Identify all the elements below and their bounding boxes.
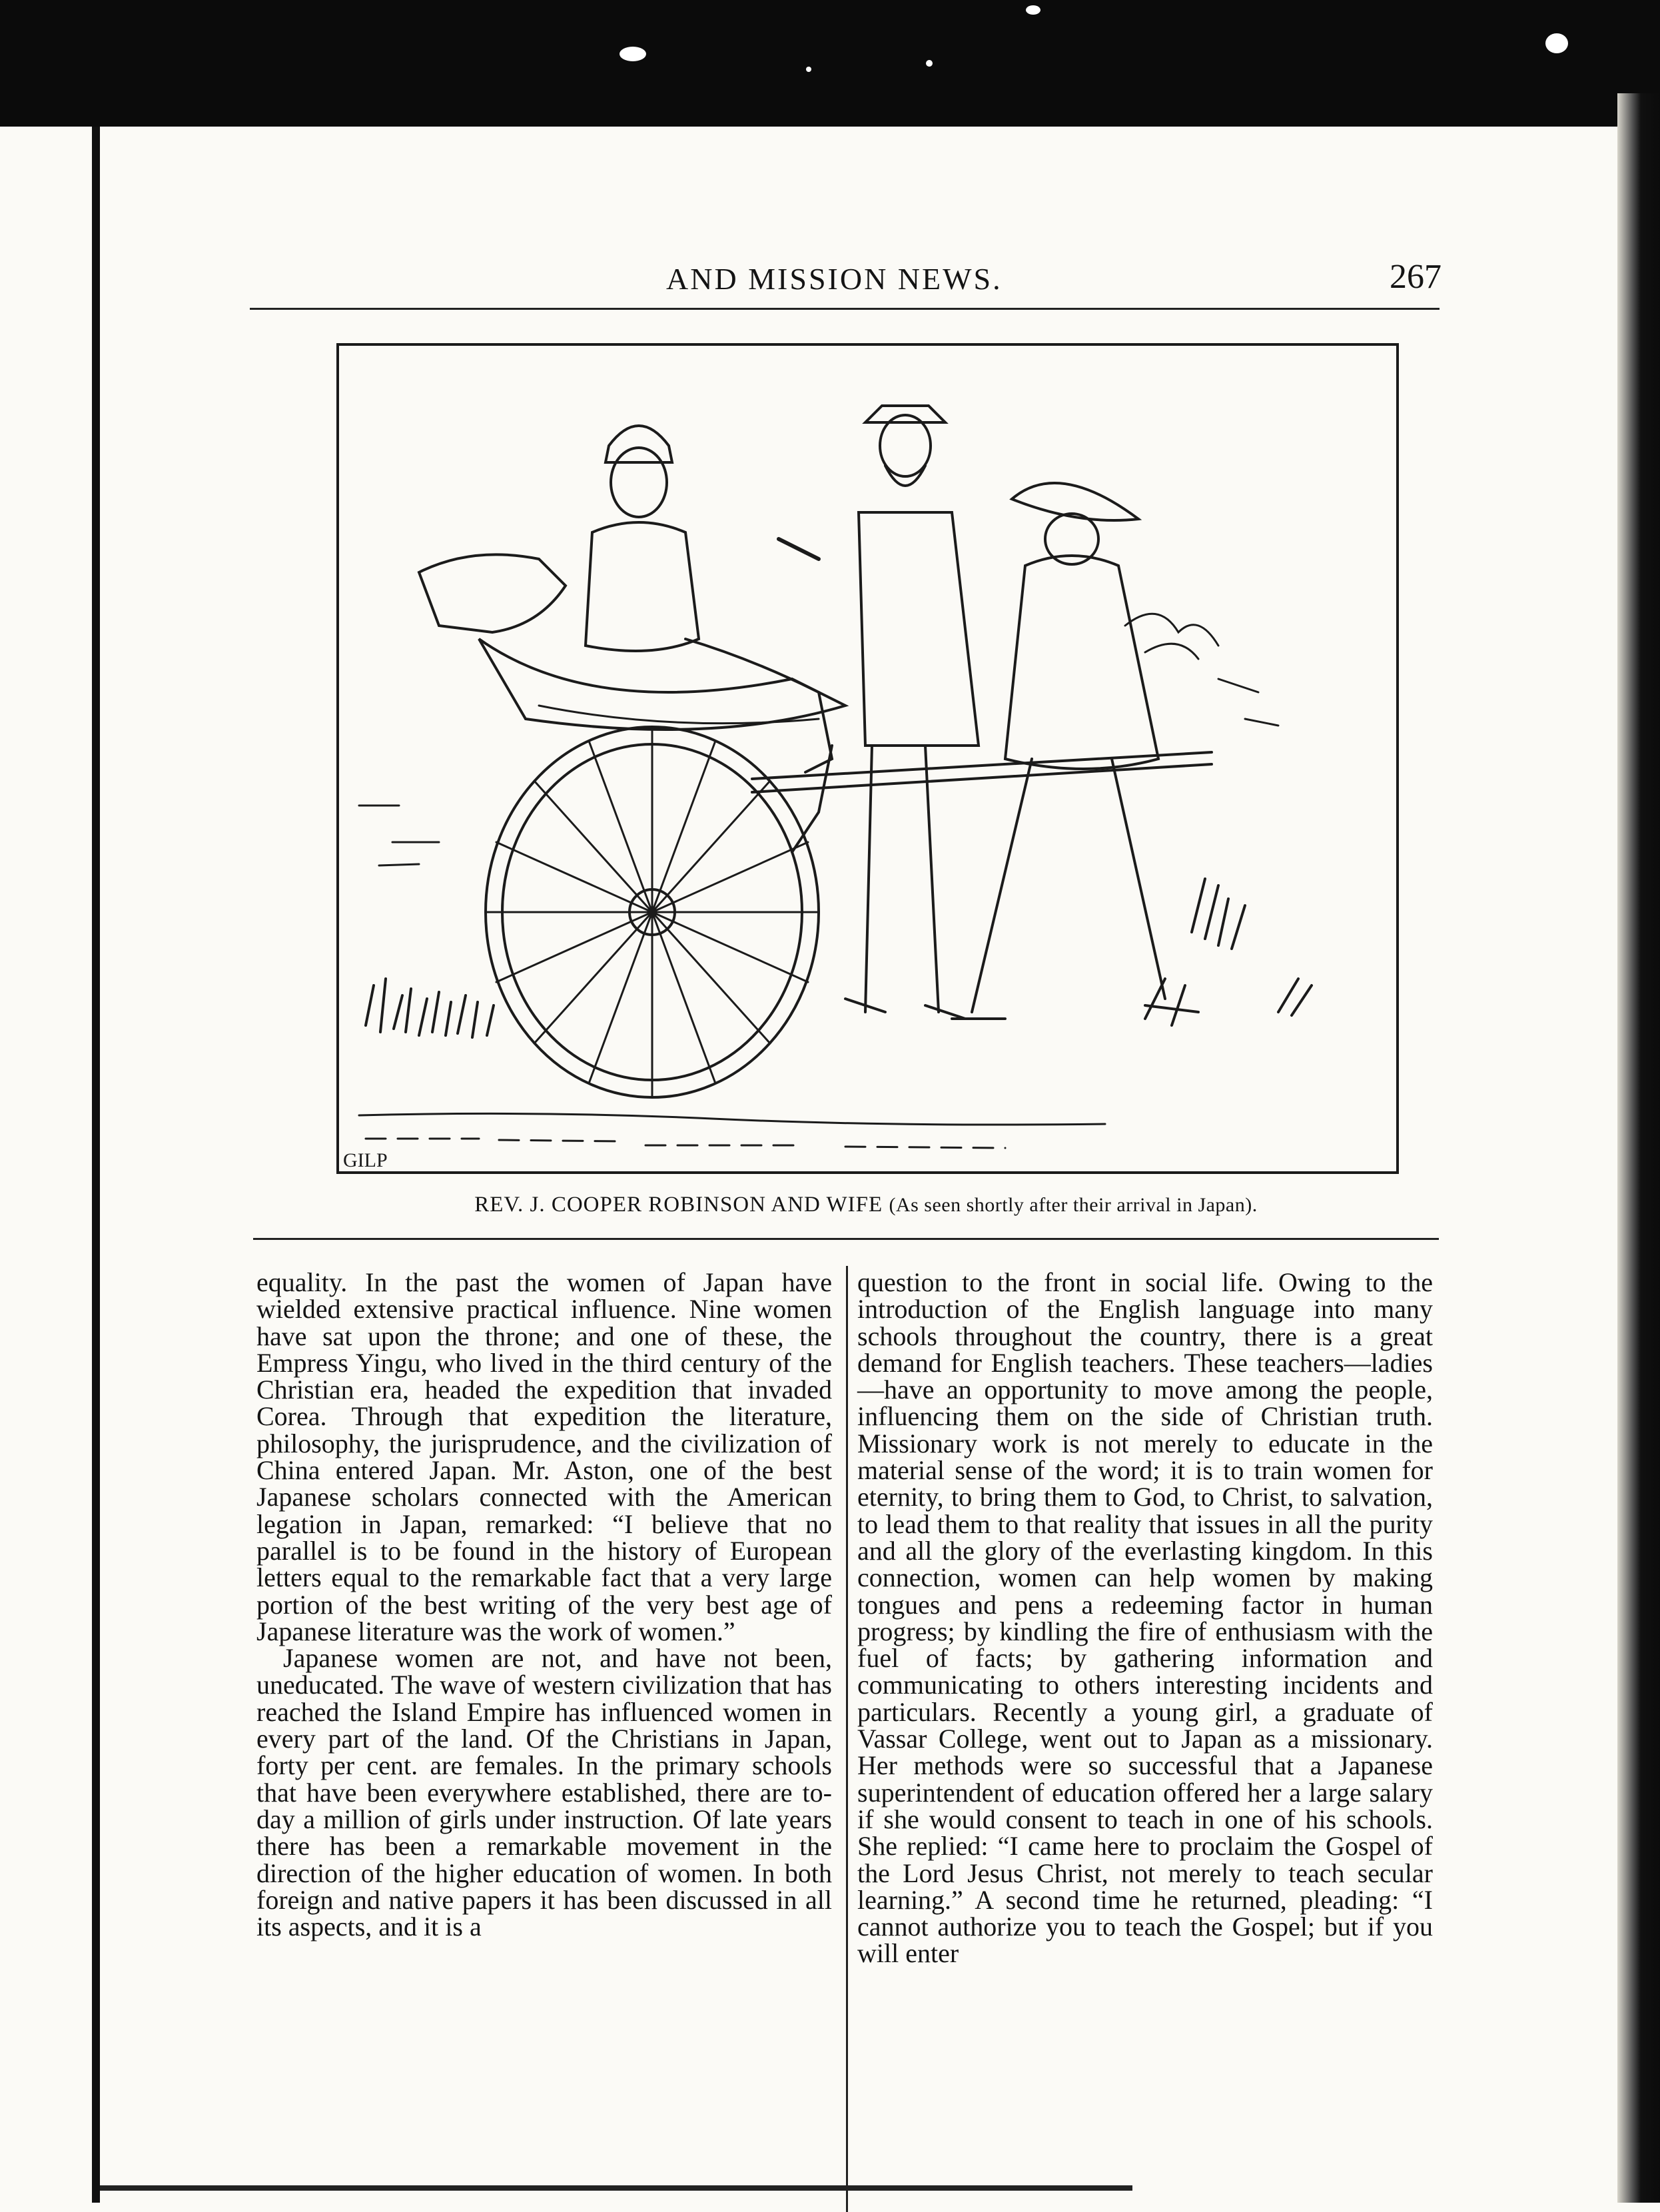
header-rule	[250, 308, 1440, 310]
illustration-caption	[363, 1193, 1369, 1217]
page-number: 267	[1390, 258, 1442, 296]
right-text-column	[857, 1269, 1433, 1967]
paragraph: Japanese women are not, and have not been, uneducated. The wave of western civilization that has reached the Island Empire has influenced women in every part of the land. Of the Christians in Japan, forty per cent. are females. In the primary schools that have been everywhere established, there are to-day a million of girls under instruction. Of late years there has been a remarkable movement in the direction of the higher education of women. In both foreign and native papers it has been discussed in all its aspects, and it is a	[256, 1643, 832, 1942]
caption-main: REV. J. COOPER ROBINSON AND WIFE	[474, 1193, 883, 1217]
paragraph: equality. In the past the women of Japan have wielded extensive practical influence. Nine women have sat upon the throne; and one of these, the Empress Yingu, who lived in the third century of the Christian era, headed the expedition that invaded Corea. Through that expedition the literature, philosophy, the jurisprudence, and the civilization of China entered Japan. Mr. Aston, one of the best Japanese scholars connected with the American legation in Japan, remarked: “I believe that no parallel is to be found in the history of European letters equal to the remarkable fact that a very large portion of the best writing of the very best age of Japanese literature was the work of women.”	[256, 1267, 832, 1646]
engraving-drawing	[339, 346, 1396, 1171]
caption-rule	[253, 1238, 1439, 1240]
running-head: AND MISSION NEWS.	[666, 262, 1003, 296]
column-divider	[846, 1266, 848, 2212]
engraver-signature: GILP	[343, 1149, 388, 1171]
caption-note: (As seen shortly after their arrival in Japan).	[889, 1194, 1258, 1216]
left-text-column	[256, 1269, 832, 1940]
paragraph: question to the front in social life. Owing to the introduction of the English language into many schools throughout the country, there is a great demand for English teachers. These teachers—ladies—have an opportunity to move among the people, influencing them on the side of Christian truth. Missionary work is not merely to educate in the material sense of the word; it is to train women for eternity, to bring them to God, to Christ, to salvation, to lead them to that reality that issues in all the purity and all the glory of the everlasting kingdom. In this connection, women can help women by making tongues and pens a redeeming factor in human progress; by kindling the fire of enthusiasm with the fuel of facts; by gathering information and communicating to others interesting incidents and particulars. Recently a young girl, a graduate of Vassar College, went out to Japan as a missionary. Her methods were so successful that a Japanese superintendent of education offered her a large salary if she would consent to teach in one of his schools. She replied: “I came here to proclaim the Gospel of the Lord Jesus Christ, not merely to teach secular learning.” A second time he returned, pleading: “I cannot authorize you to teach the Gospel; but if you will enter	[857, 1267, 1433, 1969]
rickshaw-engraving	[336, 343, 1399, 1174]
